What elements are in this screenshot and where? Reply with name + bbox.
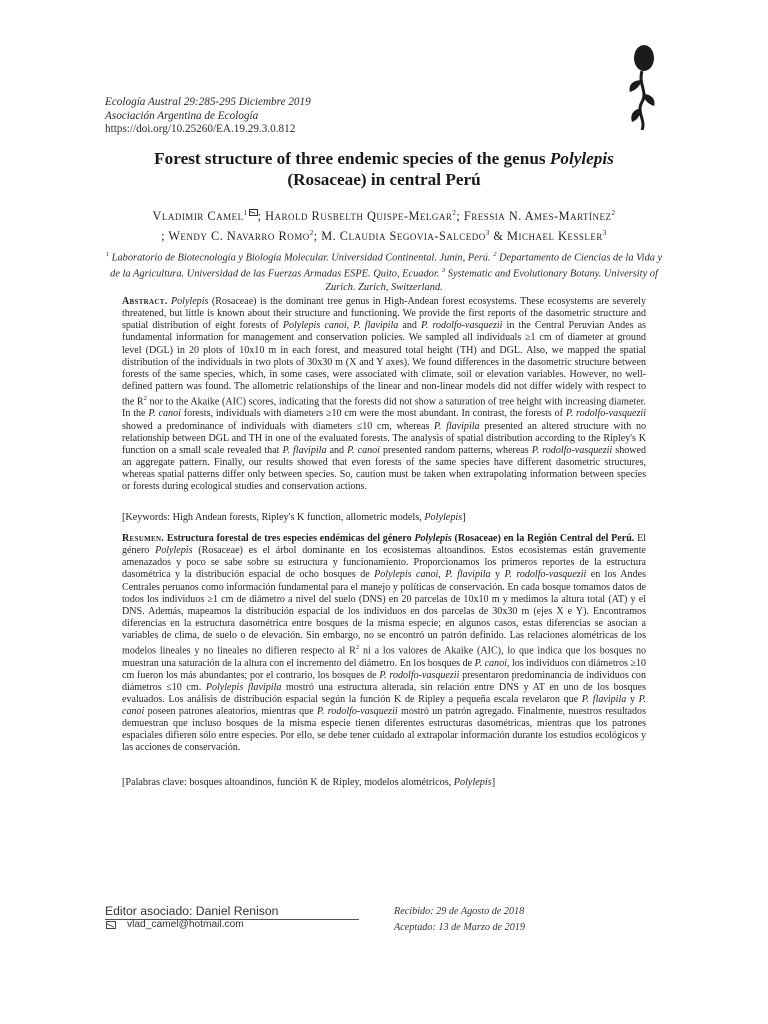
author-5-sup: 3 (485, 229, 490, 238)
affil-2: Departamento de Ciencias de la Vida y de la Agricultura. Universidad de las Fuerzas Armadas ESPE. Quito, Ecuador. (110, 252, 663, 280)
resumen-text: poseen patrones aleatorios, mientras que (144, 706, 318, 718)
palabras-clave (122, 776, 646, 789)
journal-info (105, 96, 465, 137)
resumen-species: Polylepis flavipila (205, 681, 282, 693)
author-list (92, 205, 676, 245)
title-part1: Forest structure of three endemic species of the genus (154, 149, 550, 168)
abstract-species: Polylepis canoi, P. flavipila (282, 320, 399, 332)
keywords-genus: Polylepis (424, 512, 463, 523)
abstract-text: (Rosaceae) is the dominant tree genus in High-Andean forest ecosystems. These ecosystems are severely threatened, but little is known about their structure and functioning. We provide the first reports of the dasometric structure and spatial distribution of eight forests of (122, 296, 646, 332)
resumen-text: , los individuos con diámetros ≥10 cm fueron los más abundantes; por el contrario, los bosques de (122, 657, 647, 681)
palabras-text: [Palabras clave: bosques altoandinos, función K de Ripley, modelos alométricos, (122, 777, 454, 788)
author-1-sup: 1 (243, 209, 248, 217)
resumen-species: P. canoi (474, 657, 507, 669)
abstract-text: showed a predominance of individuals with diameters ≤10 cm, whereas (122, 420, 435, 432)
affil-1-sup: 1 (105, 251, 110, 258)
abstract-text: and (398, 320, 422, 332)
journal-society: Asociación Argentina de Ecología (105, 109, 259, 122)
affil-2-sup: 2 (493, 251, 497, 258)
abstract-species: P. flavipila (282, 444, 327, 456)
keywords-text: [Keywords: High Andean forests, Ripley's K function, allometric models, (122, 512, 425, 523)
paper-title (92, 148, 676, 190)
resumen-text: presentaron predominancia de individuos con diámetros ≤10 cm. (122, 669, 646, 693)
title-part2: (Rosaceae) in central Perú (287, 170, 481, 189)
envelope-icon (249, 209, 258, 216)
abstract-text: and (326, 444, 348, 456)
affil-3: Systematic and Evolutionary Botany. University of Zurich. Zurich, Switzerland. (325, 268, 658, 293)
palabras-genus: Polylepis (453, 777, 492, 788)
resumen-title-genus: Polylepis (414, 533, 452, 544)
author-6: & Michael Kessler (489, 229, 603, 244)
abstract-text: Polylepis (167, 296, 209, 307)
abstract-species: P. flavipila (434, 420, 480, 432)
author-4-sup: 2 (309, 229, 314, 238)
author-3: ; Fressia N. Ames-Martínez (456, 209, 612, 224)
title-genus: Polylepis (549, 149, 614, 168)
affil-1: Laboratorio de Biotecnología y Biología Molecular. Universidad Continental. Junín, Perú. (109, 252, 494, 264)
resumen-title: (Rosaceae) en la Región Central del Perú. (451, 533, 635, 544)
abstract-species: P. canoi (347, 444, 380, 456)
resumen-text: en los Andes Centrales peruanos como información fundamental para el manejo y políticas de conservación. En cada bosque tomamos datos de todos los individuos ≥1 cm de diámetro a nivel del suelo (DNS) en 20 parcelas de 10x10 m y medimos la altura total (AT) y el DNS. Además, mapeamos la distribución espacial de los individuos en dos parcelas de 30x30 m (ejes X e Y). Encontramos diferencias en la estructura dasométrica entre bosques de la misma especie; en algunos casos, estas diferencias se asocian a variables de clima, de suelo o de elevación. Sin embargo, no se encontró un patrón definido. Las relaciones alométricas de los modelos lineales y no lineales no difieren respecto al R (122, 569, 646, 657)
resumen-species: P. rodolfo-vasquezii (379, 669, 460, 681)
author-2: ; Harold Rusbelth Quispe-Melgar (257, 209, 453, 224)
resumen-species: Polylepis canoi, P. flavipila (374, 569, 491, 581)
author-6-sup: 3 (602, 229, 607, 238)
resumen-text: mostró una estructura alterada, sin relación entre DNS y AT en uno de los bosques evaluados. Los análisis de distribución espacial según la función K de Ripley a pequeña escala revelaron que (122, 681, 646, 705)
associate-editor: Editor asociado: Daniel Renison (105, 904, 279, 918)
author-5: ; M. Claudia Segovia-Salcedo (313, 229, 486, 244)
resumen-species: P. flavipila (581, 693, 627, 705)
abstract-species: P. rodolfo-vasquezii (421, 320, 503, 332)
envelope-icon (106, 921, 116, 929)
abstract-text: in the Central Peruvian Andes as fundamental information for management and conservation policies. We sampled all individuals ≥1 cm of diameter at ground level (DGL) in 20 plots of 10x10 m in each forest, and measured total height (TH) and DGL. Also, we mapped the spatial distribution of the individuals in two plots of 30x30 m (X and Y axes). We found differences in the dasometric structure between forests of the same species, which, in some cases, were associated with climate, soil or elevation variables. However, no well-defined pattern was found. The allometric relationships of the linear and non-linear models did not differ widely with respect to the R (122, 320, 646, 408)
keywords (122, 511, 646, 524)
dates (394, 904, 525, 936)
author-1: Vladimir Camel (152, 209, 244, 224)
resumen-species: Polylepis (155, 545, 193, 557)
author-4: ; Wendy C. Navarro Romo (161, 229, 310, 244)
abstract-label: Abstract. (122, 296, 168, 307)
resumen-species: P. rodolfo-vasquezii (504, 569, 587, 581)
resumen-text: ni a los valores de Akaike (AIC), lo que indica que los bosques no muestran una saturación de la altura con el incremento del diámetro. En los bosques de (122, 645, 646, 669)
palabras-close: ] (491, 777, 496, 788)
journal-citation: Ecología Austral 29:285-295 Diciembre 2019 (105, 96, 311, 108)
received-date: Recibido: 29 de Agosto de 2018 (394, 906, 525, 917)
resumen-text: (Rosaceae) es el árbol dominante en los ecosistemas altoandinos. Estos ecosistemas están gravemente amenazados y poco se sabe sobre su estructura y funcionamiento. Proporcionamos los primeros reportes de la estructura dasométrica y la distribución espacial de ocho bosques de (122, 545, 646, 581)
abstract-species: P. rodolfo-vasquezii (531, 444, 613, 456)
abstract-text: forests, individuals with diameters ≥10 cm were the most abundant. In contrast, the forests of (180, 408, 566, 420)
resumen-species: P. canoi (122, 693, 647, 718)
resumen-sup: 2 (355, 644, 360, 652)
resumen-text: y (490, 569, 505, 581)
abstract-text: nor to the Akaike (AIC) scores, indicating that the forests did not show a saturation of tree height with increasing diameter. In the (122, 396, 646, 420)
accepted-date: Aceptado: 13 de Marzo de 2019 (394, 922, 525, 933)
abstract-text: presented random patterns, whereas (379, 444, 532, 456)
resumen-species: P. rodolfo-vasquezii (317, 706, 398, 718)
resumen-label: Resumen. (122, 533, 165, 544)
abstract-sup: 2 (143, 395, 147, 402)
abstract-species: P. rodolfo-vasquezii (565, 408, 647, 420)
resumen-text: mostró un patrón agregado. Finalmente, nuestros resultados demuestran que incluso bosques de la misma especie tienen diferentes estructuras dasométricas, mientras que los patrones espaciales difieren sólo entre especies. Por ello, se debe tener cuidado al extrapolar información durante los estudios ecológicos y las acciones de conservación. (122, 706, 646, 754)
ecologia-austral-logo-icon (618, 44, 666, 130)
author-3-sup: 2 (611, 209, 616, 217)
abstract (122, 296, 646, 493)
affiliations (102, 249, 666, 294)
doi-link[interactable]: https://doi.org/10.25260/EA.19.29.3.0.812 (105, 123, 296, 135)
corresponding-email[interactable]: vlad_camel@hotmail.com (127, 919, 244, 930)
keywords-close: ] (462, 512, 466, 523)
resumen-text: El género (122, 533, 646, 557)
resumen-text: y (626, 693, 639, 705)
author-2-sup: 2 (452, 209, 457, 217)
affil-3-sup: 3 (441, 267, 446, 275)
abstract-text: presented an altered structure with no relationship between DGL and TH in one of the evaluated forests. The analysis of spatial distribution according to the Ripley's K function on a small scale revealed that (122, 420, 647, 456)
resumen (122, 533, 646, 755)
resumen-title: Estructura forestal de tres especies endémicas del género (164, 533, 415, 544)
abstract-species: P. canoi (148, 408, 181, 420)
abstract-text: showed an aggregate pattern. Finally, our results showed that even forests of the same species have different dasometric structures, whereas spatial patterns differ only between species. So, caution must be taken when extrapolating information between species or forests during ecological studies and conservation actions. (122, 444, 646, 493)
